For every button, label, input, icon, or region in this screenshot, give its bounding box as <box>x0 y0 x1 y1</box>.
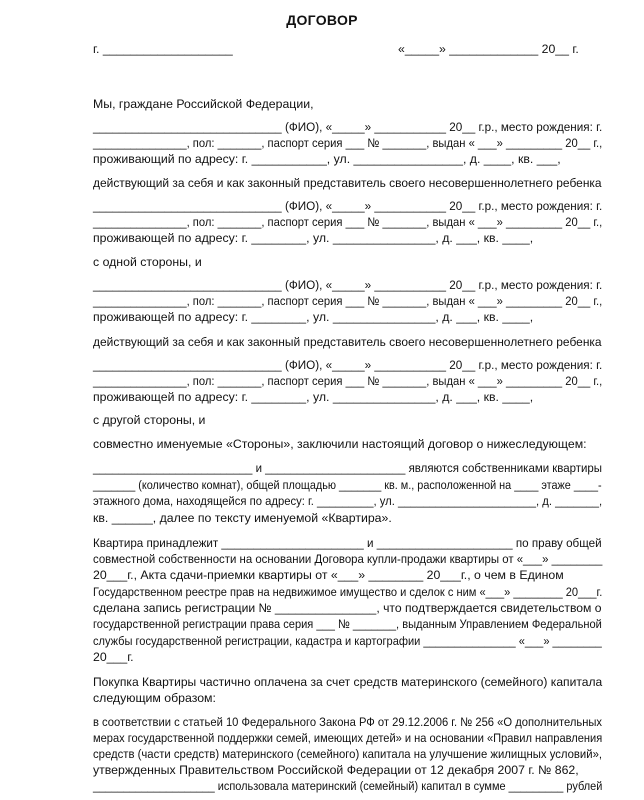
party-b2-line1: _____________________________ (ФИО), «_____» ___________ 20__ г.р., место рождения: г. <box>93 358 603 372</box>
side-one-text: с одной стороны, и <box>93 255 202 269</box>
law-line5: ____________________ использовала материнский (семейный) капитал в сумме _________ рублей <box>93 779 603 793</box>
ownership-line2: совместной собственности на основании Договора купли-продажи квартиры от «___» ________ <box>93 552 603 566</box>
law-line4: утвержденных Правительством Российской Федерации от 12 декабря 2007 г. № 862, <box>93 763 579 777</box>
ownership-line3: 20___г., Акта сдачи-приемки квартиры от «___» ________ 20___г., о чем в Едином <box>93 568 564 582</box>
intro-text: Мы, граждане Российской Федерации, <box>93 97 314 111</box>
law-line2: мерах государственной поддержки семей, имеющих детей» и на основании «Правил направления <box>93 731 603 745</box>
party-b1-line3: проживающей по адресу: г. ________, ул. _______________, д. ___, кв. ____, <box>93 310 534 324</box>
party-b1-line1: _____________________________ (ФИО), «_____» ___________ 20__ г.р., место рождения: г. <box>93 278 603 292</box>
owners-line4: кв. ______, далее по тексту именуемой «Квартира». <box>93 511 392 525</box>
city-line: г. ___________________ <box>93 42 233 56</box>
law-line3: средств (части средств) материнского (семейного) капитала на улучшение жилищных условий», <box>93 747 603 761</box>
ownership-line8: 20___г. <box>93 650 134 664</box>
ownership-line1: Квартира принадлежит ______________________ и _____________________ по праву общей <box>93 536 602 550</box>
party-a2-line2: _______________, пол: _______, паспорт серия ___ № _______, выдан « ___» _________ 20__ г., <box>93 215 603 229</box>
party-a2-line3: проживающей по адресу: г. ________, ул. _______________, д. ___, кв. ____, <box>93 231 534 245</box>
representative-line-1: действующий за себя и как законный представитель своего несовершеннолетнего ребенка <box>93 176 602 190</box>
side-two-text: с другой стороны, и <box>93 413 206 427</box>
law-line1: в соответствии с статьей 10 Федерального Закона РФ от 29.12.2006 г. № 256 «О дополнительных <box>93 715 603 729</box>
party-a1-line1: _____________________________ (ФИО), «_____» ___________ 20__ г.р., место рождения: г. <box>93 120 603 134</box>
ownership-line5: сделана запись регистрации № _______________, что подтверждается свидетельством о <box>93 601 602 615</box>
party-b1-line2: _______________, пол: _______, паспорт серия ___ № _______, выдан « ___» _________ 20__ г., <box>93 294 603 308</box>
party-b2-line3: проживающей по адресу: г. ________, ул. _______________, д. ___, кв. ____, <box>93 390 534 404</box>
party-a1-line3: проживающий по адресу: г. ___________, ул. ________________, д. ____, кв. ___, <box>93 152 561 166</box>
owners-line3: этажного дома, находящейся по адресу: г. _________, ул. ______________________, д. _______, <box>93 494 603 508</box>
document-title: ДОГОВОР <box>286 12 358 28</box>
representative-line-2: действующий за себя и как законный представитель своего несовершеннолетнего ребенка <box>93 335 602 349</box>
ownership-line6: государственной регистрации права серия ___ № _______, выданным Управлением Федеральной <box>93 617 602 631</box>
payment-line1: Покупка Квартиры частично оплачена за счет средств материнского (семейного) капитала <box>93 675 603 689</box>
party-b2-line2: _______________, пол: _______, паспорт серия ___ № _______, выдан « ___» _________ 20__ г., <box>93 374 603 388</box>
party-a2-line1: _____________________________ (ФИО), «_____» ___________ 20__ г.р., место рождения: г. <box>93 199 603 213</box>
ownership-line4: Государственном реестре прав на недвижимое имущество и сделок с ним «___» ________ 20___г. <box>93 585 603 599</box>
owners-line1: _________________________ и ______________________ являются собственниками квартиры <box>93 461 603 475</box>
date-line: «_____» _____________ 20__ г. <box>398 42 579 56</box>
party-a1-line2: _______________, пол: _______, паспорт серия ___ № _______, выдан « ___» _________ 20__ г., <box>93 136 603 150</box>
together-text: совместно именуемые «Стороны», заключили настоящий договор о нижеследующем: <box>93 437 587 451</box>
owners-line2: _______ (количество комнат), общей площадью _______ кв. м., расположенной на ____ этаже ____- <box>93 478 602 492</box>
ownership-line7: службы государственной регистрации, кадастра и картографии _______________ «___» ________ <box>93 634 602 648</box>
payment-line2: следующим образом: <box>93 691 216 705</box>
